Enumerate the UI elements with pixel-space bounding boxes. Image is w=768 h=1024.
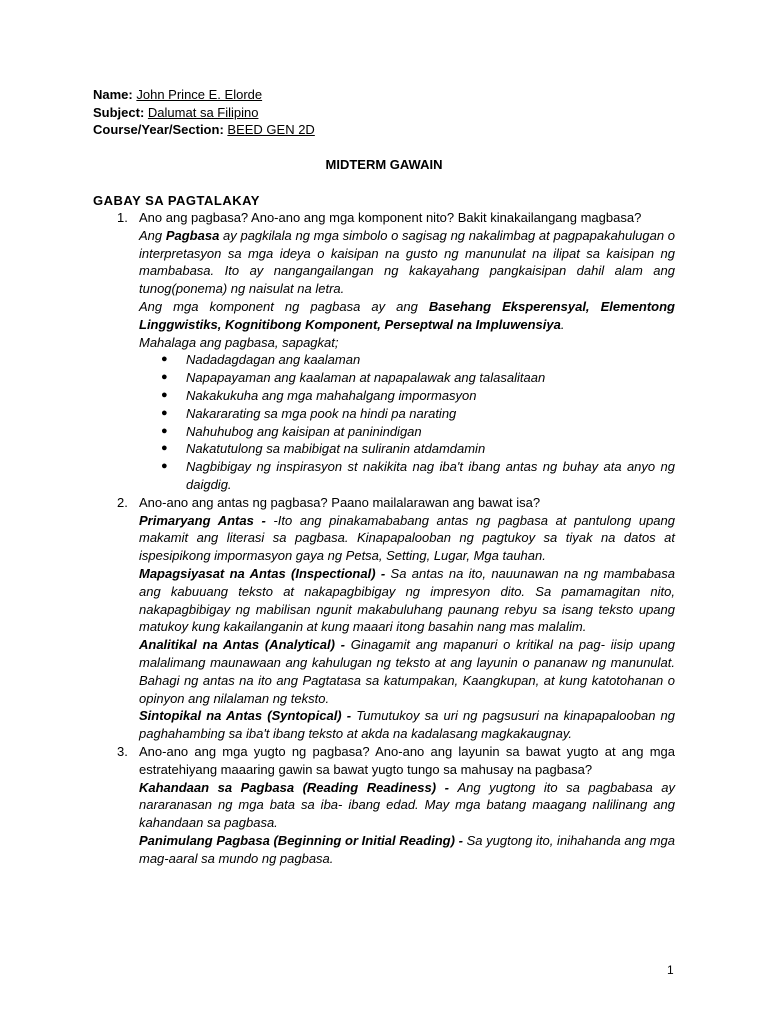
course-value: BEED GEN 2D bbox=[227, 122, 315, 137]
answer-paragraph bbox=[139, 832, 675, 868]
list-item-text: Nakatutulong sa mabibigat na suliranin atdamdamin bbox=[186, 441, 486, 457]
answer-paragraph bbox=[139, 565, 675, 636]
list-item bbox=[139, 351, 675, 369]
bullet-list bbox=[139, 351, 675, 493]
bullet-icon: ● bbox=[161, 371, 168, 384]
list-item bbox=[139, 423, 675, 441]
bullet-icon: ● bbox=[161, 442, 168, 455]
name-row bbox=[93, 86, 315, 104]
list-item bbox=[139, 405, 675, 423]
answer-paragraph bbox=[139, 707, 675, 743]
name-value: John Prince E. Elorde bbox=[136, 87, 263, 102]
course-row bbox=[93, 121, 315, 139]
answer-term: Pagbasa bbox=[165, 227, 220, 243]
bullet-icon: ● bbox=[161, 424, 168, 437]
answer-text: Tumutukoy sa uri ng pagsusuri na kinapapalooban ng paghahambing sa iba't ibang teksto at akda na kadalasang magkakaugnay. bbox=[139, 708, 675, 742]
question-3 bbox=[93, 743, 675, 868]
list-item-text: Nakararating sa mga pook na hindi pa narating bbox=[186, 405, 457, 421]
list-item bbox=[139, 387, 675, 405]
subject-row bbox=[93, 104, 315, 122]
question-text: Ano ang pagbasa? Ano-ano ang mga komponent nito? Bakit kinakailangang magbasa? bbox=[139, 210, 642, 225]
question-number: 3. bbox=[117, 743, 128, 759]
subject-label: Subject: bbox=[93, 104, 145, 120]
section-heading: GABAY SA PAGTALAKAY bbox=[93, 193, 260, 208]
list-item bbox=[139, 458, 675, 494]
bullet-icon: ● bbox=[161, 460, 168, 473]
answer-text: Ang yugtong ito sa pagbabasa ay nararanasan ng mga bata sa iba- ibang edad. May mga batang maagang nalilinang ang kahandaan sa pagbasa. bbox=[139, 779, 675, 831]
discussion-body bbox=[93, 209, 675, 867]
list-item-text: Nakakukuha ang mga mahahalgang impormasyon bbox=[186, 387, 477, 403]
question-text: Ano-ano ang antas ng pagbasa? Paano mailalarawan ang bawat isa? bbox=[139, 494, 541, 510]
answer-paragraph bbox=[139, 298, 675, 334]
list-item-text: Nagbibigay ng inspirasyon st nakikita nag iba't ibang antas ng buhay ata anyo ng daigdig. bbox=[186, 459, 675, 492]
answer-term: Analitikal na Antas (Analytical) - bbox=[139, 637, 351, 653]
answer-term: Basehang Eksperensyal, Elementong Linggwistiks, Kognitibong Komponent, Perseptwal na Impluwensiya bbox=[139, 298, 675, 332]
name-label: Name: bbox=[93, 87, 133, 102]
bullet-icon: ● bbox=[161, 388, 168, 401]
course-label: Course/Year/Section: bbox=[93, 122, 224, 137]
student-info bbox=[93, 86, 315, 139]
answer-term: Panimulang Pagbasa (Beginning or Initial Reading) - bbox=[139, 832, 467, 848]
page-number: 1 bbox=[667, 963, 674, 977]
list-item-text: Nahuhubog ang kaisipan at paninindigan bbox=[186, 423, 422, 439]
list-item-text: Nadadagdagan ang kaalaman bbox=[186, 352, 361, 368]
question-text: Ano-ano ang mga yugto ng pagbasa? Ano-ano ang layunin sa bawat yugto at ang mga estratehiyang maaaring gawin sa bawat yugto tungo sa mahusay na pagbasa? bbox=[139, 743, 675, 777]
list-item-text: Napapayaman ang kaalaman at napapalawak ang talasalitaan bbox=[186, 370, 546, 386]
answer-term: Primaryang Antas - bbox=[139, 512, 274, 528]
answer-term: Sintopikal na Antas (Syntopical) - bbox=[139, 708, 357, 724]
answer-paragraph bbox=[139, 636, 675, 707]
answer-paragraph bbox=[139, 779, 675, 832]
answer-text: Sa antas na ito, nauunawan na ng mambabasa ang kabuuang teksto at nakapagbibigay ng impresyon dito. Sa pamamagitan nito, nakapagbibigay ng mabilisan ngunit makabuluhang paunang rebyu sa isang teksto upang matukoy kung kakailanganin at kung maaari itong basahin nang mas malalim. bbox=[139, 565, 675, 635]
answer-text: Sa yugtong ito, inihahanda ang mga mag-aaral sa mundo ng pagbasa. bbox=[139, 832, 675, 866]
question-number: 1. bbox=[117, 210, 128, 225]
question-number: 2. bbox=[117, 494, 128, 510]
answer-text: -Ito ang pinakamababang antas ng pagbasa at pantulong upang makamit ang literasi sa pagbasa. Kinapapalooban ng pagtukoy sa tiyak na datos at ispesipikong impormasyon gaya ng Petsa, Setting, Lugar, Mga tauhan. bbox=[139, 512, 675, 564]
answer-text: Ang bbox=[139, 227, 166, 243]
answer-text: ay pagkilala ng mga simbolo o sagisag ng nakalimbag at pagpapakahulugan o interpretasyon sa mga ideya o kaisipan na gusto ng manunulat na ilipat sa kaisipan ng mambabasa. Ito ay nangangailangan ng kakayahang pangkaisipan dahil alam ang tunog(ponema) ng naisulat na letra. bbox=[139, 227, 676, 297]
answer-term: Kahandaan sa Pagbasa (Reading Readiness) - bbox=[139, 779, 458, 795]
answer-text: Ang mga komponent ng pagbasa ay ang bbox=[139, 298, 429, 314]
question-1 bbox=[93, 209, 675, 494]
page-title: MIDTERM GAWAIN bbox=[325, 157, 443, 172]
answer-paragraph: Mahalaga ang pagbasa, sapagkat; bbox=[139, 334, 339, 350]
answer-text: Ginagamit ang mapanuri o kritikal na pag- iisip upang malalimang maunawaan ang kahulugan ng teksto at ang layunin o pananaw ng manunulat. Bahagi ng antas na ito ang Pagtatasa sa katumpakan, Kaangkupan, at kung katotohanan o opinyon ang nilalaman ng teksto. bbox=[139, 637, 675, 706]
answer-paragraph bbox=[139, 512, 675, 565]
question-2 bbox=[93, 494, 675, 743]
bullet-icon: ● bbox=[161, 353, 168, 366]
list-item bbox=[139, 440, 675, 458]
answer-text: . bbox=[560, 316, 565, 332]
subject-value: Dalumat sa Filipino bbox=[147, 104, 259, 120]
answer-paragraph bbox=[139, 227, 675, 298]
answer-term: Mapagsiyasat na Antas (Inspectional) - bbox=[139, 565, 391, 581]
bullet-icon: ● bbox=[161, 406, 168, 419]
list-item bbox=[139, 369, 675, 387]
